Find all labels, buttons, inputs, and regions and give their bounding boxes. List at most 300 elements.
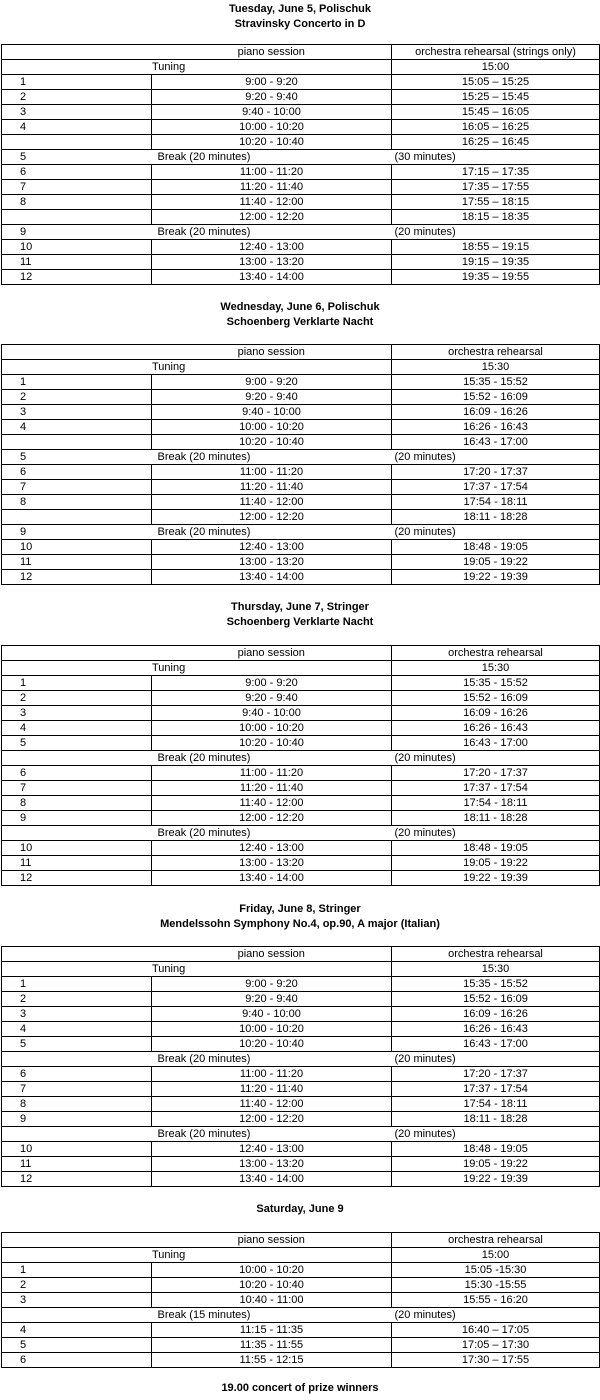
orchestra-break: (20 minutes) <box>392 450 600 465</box>
session-number: 10 <box>2 841 152 856</box>
session-row <box>2 195 600 210</box>
orchestra-column-header: orchestra rehearsal <box>392 345 600 360</box>
orchestra-time: 15:52 - 16:09 <box>392 992 600 1007</box>
orchestra-break: (20 minutes) <box>392 1127 600 1142</box>
tuning-row <box>2 962 600 977</box>
piano-time: 9:40 - 10:00 <box>152 706 392 721</box>
session-number: 12 <box>2 871 152 886</box>
orchestra-time: 18:15 – 18:35 <box>392 210 600 225</box>
piano-time: 12:00 - 12:20 <box>152 811 392 826</box>
session-number: 5 <box>2 450 152 465</box>
orchestra-time: 16:43 - 17:00 <box>392 736 600 751</box>
day-title: Thursday, June 7, Stringer <box>231 601 369 613</box>
orchestra-time: 18:55 – 19:15 <box>392 240 600 255</box>
session-row <box>2 1007 600 1022</box>
tuning-time: 15:30 <box>392 962 600 977</box>
break-label: Break (15 minutes) <box>152 1308 392 1323</box>
schedule-table <box>1 344 600 585</box>
session-number: 7 <box>2 480 152 495</box>
session-number: 6 <box>2 1353 152 1368</box>
session-row <box>2 796 600 811</box>
orchestra-time: 19:05 - 19:22 <box>392 555 600 570</box>
piano-column-header: piano session <box>152 1233 392 1248</box>
piano-time: 11:35 - 11:55 <box>152 1338 392 1353</box>
piece-title: Schoenberg Verklarte Nacht <box>226 316 374 328</box>
session-row <box>2 736 600 751</box>
session-number <box>2 210 152 225</box>
orchestra-time: 15:30 -15:55 <box>392 1278 600 1293</box>
piano-time: 10:20 - 10:40 <box>152 1278 392 1293</box>
session-number: 12 <box>2 1172 152 1187</box>
orchestra-time: 15:05 – 15:25 <box>392 75 600 90</box>
piano-column-header: piano session <box>152 345 392 360</box>
piano-time: 13:00 - 13:20 <box>152 555 392 570</box>
session-row <box>2 390 600 405</box>
session-row <box>2 1278 600 1293</box>
orchestra-time: 19:22 - 19:39 <box>392 871 600 886</box>
session-number <box>2 435 152 450</box>
piano-time: 9:20 - 9:40 <box>152 992 392 1007</box>
session-number: 6 <box>2 465 152 480</box>
session-row <box>2 1082 600 1097</box>
session-row <box>2 992 600 1007</box>
orchestra-break: (20 minutes) <box>392 751 600 766</box>
session-number <box>2 1052 152 1067</box>
orchestra-time: 18:48 - 19:05 <box>392 1142 600 1157</box>
orchestra-break: (20 minutes) <box>392 1308 600 1323</box>
piano-time: 9:00 - 9:20 <box>152 977 392 992</box>
piano-time: 11:40 - 12:00 <box>152 1097 392 1112</box>
session-number: 5 <box>2 736 152 751</box>
orchestra-break: (30 minutes) <box>392 150 600 165</box>
tuning-row <box>2 60 600 75</box>
session-number: 10 <box>2 540 152 555</box>
piano-time: 11:20 - 11:40 <box>152 781 392 796</box>
piano-time: 9:20 - 9:40 <box>152 390 392 405</box>
orchestra-time: 19:22 - 19:39 <box>392 1172 600 1187</box>
orchestra-time: 17:20 - 17:37 <box>392 766 600 781</box>
piano-time: 10:00 - 10:20 <box>152 721 392 736</box>
blank-cell <box>2 45 152 60</box>
session-number <box>2 751 152 766</box>
orchestra-time: 15:52 - 16:09 <box>392 691 600 706</box>
orchestra-column-header: orchestra rehearsal (strings only) <box>392 45 600 60</box>
orchestra-time: 15:55 - 16:20 <box>392 1293 600 1308</box>
tuning-time: 15:30 <box>392 661 600 676</box>
session-row <box>2 1037 600 1052</box>
break-row <box>2 525 600 540</box>
session-row <box>2 495 600 510</box>
piano-time: 9:40 - 10:00 <box>152 105 392 120</box>
session-number: 1 <box>2 977 152 992</box>
piano-time: 10:20 - 10:40 <box>152 135 392 150</box>
orchestra-time: 17:55 – 18:15 <box>392 195 600 210</box>
piano-time: 11:20 - 11:40 <box>152 480 392 495</box>
orchestra-column-header: orchestra rehearsal <box>392 1233 600 1248</box>
day-title: Wednesday, June 6, Polischuk <box>220 301 380 313</box>
session-row <box>2 977 600 992</box>
session-row <box>2 706 600 721</box>
tuning-time: 15:30 <box>392 360 600 375</box>
session-row <box>2 240 600 255</box>
orchestra-time: 17:37 - 17:54 <box>392 781 600 796</box>
session-number: 11 <box>2 555 152 570</box>
schedule-table <box>1 946 600 1187</box>
piano-time: 9:00 - 9:20 <box>152 676 392 691</box>
session-number: 3 <box>2 1293 152 1308</box>
session-row <box>2 841 600 856</box>
orchestra-column-header: orchestra rehearsal <box>392 646 600 661</box>
session-number: 3 <box>2 405 152 420</box>
break-row <box>2 450 600 465</box>
session-number: 11 <box>2 1157 152 1172</box>
session-number: 12 <box>2 570 152 585</box>
orchestra-time: 16:43 - 17:00 <box>392 1037 600 1052</box>
piano-column-header: piano session <box>152 947 392 962</box>
orchestra-time: 15:45 – 16:05 <box>392 105 600 120</box>
break-label: Break (20 minutes) <box>152 150 392 165</box>
piano-time: 12:40 - 13:00 <box>152 1142 392 1157</box>
piano-time: 11:55 - 12:15 <box>152 1353 392 1368</box>
session-number: 7 <box>2 1082 152 1097</box>
piano-time: 12:00 - 12:20 <box>152 1112 392 1127</box>
session-number: 2 <box>2 992 152 1007</box>
piano-time: 9:20 - 9:40 <box>152 90 392 105</box>
piano-time: 13:00 - 13:20 <box>152 255 392 270</box>
piano-time: 9:40 - 10:00 <box>152 1007 392 1022</box>
piano-time: 11:00 - 11:20 <box>152 766 392 781</box>
session-number: 4 <box>2 1323 152 1338</box>
session-row <box>2 1022 600 1037</box>
session-number: 1 <box>2 375 152 390</box>
piano-column-header: piano session <box>152 45 392 60</box>
piano-time: 11:20 - 11:40 <box>152 180 392 195</box>
session-number: 5 <box>2 1338 152 1353</box>
orchestra-time: 17:54 - 18:11 <box>392 1097 600 1112</box>
session-row <box>2 375 600 390</box>
orchestra-time: 16:05 – 16:25 <box>392 120 600 135</box>
break-row <box>2 1052 600 1067</box>
session-number: 9 <box>2 525 152 540</box>
break-label: Break (20 minutes) <box>152 450 392 465</box>
day-title: Friday, June 8, Stringer <box>239 903 361 915</box>
orchestra-time: 16:43 - 17:00 <box>392 435 600 450</box>
header-row <box>2 646 600 661</box>
session-number: 10 <box>2 1142 152 1157</box>
session-row <box>2 180 600 195</box>
piano-time: 9:00 - 9:20 <box>152 375 392 390</box>
session-number: 6 <box>2 1067 152 1082</box>
session-row <box>2 135 600 150</box>
break-label: Break (20 minutes) <box>152 826 392 841</box>
orchestra-column-header: orchestra rehearsal <box>392 947 600 962</box>
piano-time: 10:20 - 10:40 <box>152 1037 392 1052</box>
piano-time: 11:00 - 11:20 <box>152 1067 392 1082</box>
orchestra-time: 19:05 - 19:22 <box>392 856 600 871</box>
session-row <box>2 1157 600 1172</box>
session-row <box>2 1067 600 1082</box>
piano-time: 11:40 - 12:00 <box>152 495 392 510</box>
piano-time: 10:20 - 10:40 <box>152 736 392 751</box>
orchestra-break: (20 minutes) <box>392 225 600 240</box>
session-number: 9 <box>2 811 152 826</box>
orchestra-time: 19:15 – 19:35 <box>392 255 600 270</box>
break-row <box>2 225 600 240</box>
session-row <box>2 465 600 480</box>
piece-title: Schoenberg Verklarte Nacht <box>226 616 374 628</box>
tuning-time: 15:00 <box>392 1248 600 1263</box>
piano-time: 13:40 - 14:00 <box>152 270 392 285</box>
session-number: 4 <box>2 120 152 135</box>
piano-time: 10:40 - 11:00 <box>152 1293 392 1308</box>
orchestra-time: 16:25 – 16:45 <box>392 135 600 150</box>
orchestra-time: 16:26 - 16:43 <box>392 721 600 736</box>
orchestra-time: 17:54 - 18:11 <box>392 495 600 510</box>
day-title: Tuesday, June 5, Polischuk <box>228 3 372 15</box>
orchestra-time: 18:11 - 18:28 <box>392 510 600 525</box>
session-number: 8 <box>2 796 152 811</box>
session-row <box>2 856 600 871</box>
break-label: Break (20 minutes) <box>152 225 392 240</box>
session-row <box>2 676 600 691</box>
orchestra-time: 17:30 – 17:55 <box>392 1353 600 1368</box>
session-row <box>2 570 600 585</box>
orchestra-time: 16:40 – 17:05 <box>392 1323 600 1338</box>
orchestra-time: 16:09 - 16:26 <box>392 1007 600 1022</box>
piano-time: 13:40 - 14:00 <box>152 570 392 585</box>
orchestra-time: 15:25 – 15:45 <box>392 90 600 105</box>
session-row <box>2 435 600 450</box>
session-number <box>2 1127 152 1142</box>
piano-time: 11:40 - 12:00 <box>152 796 392 811</box>
session-row <box>2 165 600 180</box>
break-row <box>2 150 600 165</box>
piano-time: 10:20 - 10:40 <box>152 435 392 450</box>
session-row <box>2 270 600 285</box>
session-number <box>2 510 152 525</box>
session-number: 3 <box>2 706 152 721</box>
day-header <box>0 1202 600 1217</box>
schedule-table <box>1 645 600 886</box>
session-row <box>2 120 600 135</box>
header-row <box>2 345 600 360</box>
piano-time: 13:40 - 14:00 <box>152 1172 392 1187</box>
session-number: 5 <box>2 150 152 165</box>
orchestra-time: 15:52 - 16:09 <box>392 390 600 405</box>
piano-time: 10:00 - 10:20 <box>152 120 392 135</box>
session-number: 1 <box>2 676 152 691</box>
tuning-label: Tuning <box>2 661 392 676</box>
tuning-time: 15:00 <box>392 60 600 75</box>
tuning-row <box>2 661 600 676</box>
piece-title: Stravinsky Concerto in D <box>234 18 366 30</box>
header-row <box>2 45 600 60</box>
session-row <box>2 105 600 120</box>
session-row <box>2 75 600 90</box>
day-header <box>0 902 600 932</box>
session-number: 4 <box>2 420 152 435</box>
piano-time: 12:40 - 13:00 <box>152 540 392 555</box>
session-number: 8 <box>2 495 152 510</box>
break-row <box>2 1127 600 1142</box>
piano-time: 12:40 - 13:00 <box>152 841 392 856</box>
orchestra-time: 19:22 - 19:39 <box>392 570 600 585</box>
tuning-label: Tuning <box>2 1248 392 1263</box>
piano-column-header: piano session <box>152 646 392 661</box>
session-number: 7 <box>2 180 152 195</box>
session-number: 8 <box>2 1097 152 1112</box>
session-row <box>2 1293 600 1308</box>
orchestra-time: 16:09 - 16:26 <box>392 405 600 420</box>
schedule-table <box>1 1232 600 1368</box>
session-row <box>2 1323 600 1338</box>
orchestra-time: 19:05 - 19:22 <box>392 1157 600 1172</box>
session-number: 4 <box>2 721 152 736</box>
header-row <box>2 947 600 962</box>
session-number: 12 <box>2 270 152 285</box>
session-number: 6 <box>2 766 152 781</box>
piano-time: 11:00 - 11:20 <box>152 465 392 480</box>
session-row <box>2 1142 600 1157</box>
piano-time: 9:40 - 10:00 <box>152 405 392 420</box>
session-number: 8 <box>2 195 152 210</box>
session-number: 11 <box>2 856 152 871</box>
piano-time: 13:40 - 14:00 <box>152 871 392 886</box>
session-number: 11 <box>2 255 152 270</box>
session-number: 5 <box>2 1037 152 1052</box>
orchestra-time: 17:54 - 18:11 <box>392 796 600 811</box>
piano-time: 10:00 - 10:20 <box>152 1022 392 1037</box>
piano-time: 11:40 - 12:00 <box>152 195 392 210</box>
session-row <box>2 420 600 435</box>
day-title: Saturday, June 9 <box>256 1203 344 1215</box>
day-header <box>0 2 600 32</box>
session-number: 9 <box>2 225 152 240</box>
session-number <box>2 135 152 150</box>
orchestra-time: 15:35 - 15:52 <box>392 375 600 390</box>
session-number: 2 <box>2 90 152 105</box>
session-row <box>2 1112 600 1127</box>
session-number: 7 <box>2 781 152 796</box>
orchestra-time: 16:26 - 16:43 <box>392 420 600 435</box>
piano-time: 12:40 - 13:00 <box>152 240 392 255</box>
break-row <box>2 751 600 766</box>
orchestra-time: 16:26 - 16:43 <box>392 1022 600 1037</box>
orchestra-time: 17:35 – 17:55 <box>392 180 600 195</box>
session-row <box>2 811 600 826</box>
header-row <box>2 1233 600 1248</box>
session-row <box>2 1097 600 1112</box>
session-number: 10 <box>2 240 152 255</box>
break-row <box>2 826 600 841</box>
orchestra-time: 15:35 - 15:52 <box>392 977 600 992</box>
break-label: Break (20 minutes) <box>152 525 392 540</box>
orchestra-time: 19:35 – 19:55 <box>392 270 600 285</box>
session-number <box>2 826 152 841</box>
orchestra-time: 15:05 -15:30 <box>392 1263 600 1278</box>
piano-time: 9:20 - 9:40 <box>152 691 392 706</box>
session-row <box>2 255 600 270</box>
piano-time: 13:00 - 13:20 <box>152 856 392 871</box>
session-row <box>2 721 600 736</box>
piano-time: 9:00 - 9:20 <box>152 75 392 90</box>
piano-time: 11:00 - 11:20 <box>152 165 392 180</box>
session-number: 9 <box>2 1112 152 1127</box>
orchestra-time: 17:20 - 17:37 <box>392 465 600 480</box>
session-row <box>2 691 600 706</box>
session-number: 2 <box>2 390 152 405</box>
day-header <box>0 300 600 330</box>
session-number: 3 <box>2 105 152 120</box>
session-row <box>2 210 600 225</box>
blank-cell <box>2 345 152 360</box>
piano-time: 11:20 - 11:40 <box>152 1082 392 1097</box>
final-note: 19.00 concert of prize winners <box>221 1382 379 1394</box>
piano-time: 12:00 - 12:20 <box>152 510 392 525</box>
session-row <box>2 1338 600 1353</box>
piano-time: 13:00 - 13:20 <box>152 1157 392 1172</box>
session-row <box>2 781 600 796</box>
session-number <box>2 1308 152 1323</box>
blank-cell <box>2 1233 152 1248</box>
session-number: 2 <box>2 1278 152 1293</box>
session-number: 6 <box>2 165 152 180</box>
orchestra-time: 17:15 – 17:35 <box>392 165 600 180</box>
session-row <box>2 766 600 781</box>
session-row <box>2 90 600 105</box>
session-row <box>2 405 600 420</box>
session-number: 3 <box>2 1007 152 1022</box>
orchestra-time: 16:09 - 16:26 <box>392 706 600 721</box>
orchestra-time: 17:37 - 17:54 <box>392 1082 600 1097</box>
schedule-table <box>1 44 600 285</box>
piano-time: 10:00 - 10:20 <box>152 1263 392 1278</box>
piano-time: 11:15 - 11:35 <box>152 1323 392 1338</box>
orchestra-break: (20 minutes) <box>392 1052 600 1067</box>
tuning-label: Tuning <box>2 962 392 977</box>
session-row <box>2 1172 600 1187</box>
session-row <box>2 1353 600 1368</box>
piece-title: Mendelssohn Symphony No.4, op.90, A major (Italian) <box>160 918 440 930</box>
orchestra-time: 15:35 - 15:52 <box>392 676 600 691</box>
day-header <box>0 600 600 630</box>
tuning-label: Tuning <box>2 60 392 75</box>
session-number: 1 <box>2 75 152 90</box>
break-row <box>2 1308 600 1323</box>
tuning-label: Tuning <box>2 360 392 375</box>
session-row <box>2 480 600 495</box>
break-label: Break (20 minutes) <box>152 1127 392 1142</box>
session-row <box>2 540 600 555</box>
session-number: 2 <box>2 691 152 706</box>
piano-time: 12:00 - 12:20 <box>152 210 392 225</box>
orchestra-time: 18:11 - 18:28 <box>392 1112 600 1127</box>
tuning-row <box>2 1248 600 1263</box>
orchestra-time: 17:20 - 17:37 <box>392 1067 600 1082</box>
orchestra-time: 17:05 – 17:30 <box>392 1338 600 1353</box>
orchestra-time: 17:37 - 17:54 <box>392 480 600 495</box>
session-number: 4 <box>2 1022 152 1037</box>
orchestra-break: (20 minutes) <box>392 826 600 841</box>
session-row <box>2 510 600 525</box>
session-number: 1 <box>2 1263 152 1278</box>
blank-cell <box>2 947 152 962</box>
blank-cell <box>2 646 152 661</box>
session-row <box>2 1263 600 1278</box>
session-row <box>2 871 600 886</box>
orchestra-time: 18:11 - 18:28 <box>392 811 600 826</box>
orchestra-time: 18:48 - 19:05 <box>392 841 600 856</box>
